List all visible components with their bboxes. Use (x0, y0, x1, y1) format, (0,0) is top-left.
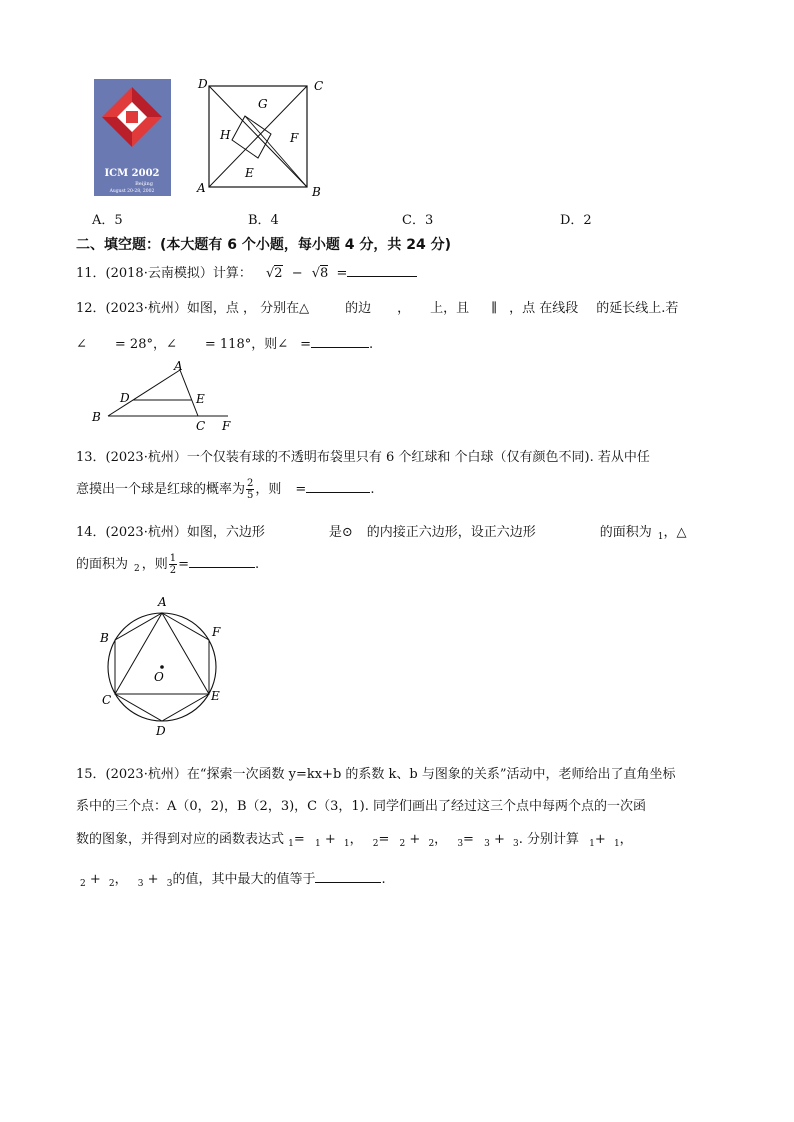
sqrt-2: √2 (265, 266, 283, 281)
question-11 (76, 262, 417, 281)
q13-equals: = (295, 482, 307, 497)
icm-logo (94, 79, 171, 196)
question-15-line3: 数的图象，并得到对应的函数表达式 $_1$= $_1$ + $_1$， $_2$= $_2$ + $_2$， $_3$= $_3$ + $_3$. 分别计算 $_1$+ $_1$， (76, 832, 633, 849)
option-b: B．4 (248, 213, 279, 228)
q12-angle-1: ∠ (76, 337, 87, 352)
q13-text-b: ，则 (255, 482, 282, 497)
question-15-line1: 15．(2023·杭州）在“探索一次函数 y=kx+b 的系数 k、b 与图象的关系”活动中，老师给出了直角坐标 (76, 767, 676, 782)
sqrt-8: √8 (311, 266, 329, 281)
q14-fraction: $\frac{1}{2}$ (169, 553, 177, 576)
q15-sum1-k: 1 (589, 839, 595, 849)
question-15-line4: $_2$ + $_2$， $_3$ + $_3$的值，其中最大的值等于 . (80, 872, 386, 889)
q15-b2-sub: 2 (428, 839, 435, 849)
label-F: F (290, 131, 299, 145)
q15-eq3: = (463, 832, 474, 847)
q12-angle-2: = 28°，∠ (114, 337, 177, 352)
option-c: C．3 (402, 213, 434, 228)
triangle-figure (88, 358, 238, 434)
q15-y3-sub: 3 (457, 839, 464, 849)
q14-text-a: 14．(2023·杭州）如图，六边形 (76, 525, 265, 540)
q15-y1-sub: 1 (288, 839, 294, 849)
hexagon-figure (96, 592, 236, 738)
q15-sum3-plus: + (147, 872, 159, 887)
label-D: D (198, 77, 208, 91)
q15-k1-sub: 1 (314, 839, 321, 849)
q15-sum1-b: 1 (613, 839, 620, 849)
q12-text-c: ， (397, 301, 411, 316)
tri-label-D: D (120, 391, 130, 405)
q15-b1-sub: 1 (343, 839, 350, 849)
q14-text-f: 的面积为 (76, 557, 129, 572)
q12-equals: = (300, 337, 312, 352)
q14-text-g: ，则 (141, 557, 168, 572)
q13-answer-blank[interactable] (306, 480, 370, 493)
label-G: G (258, 97, 268, 111)
logo-dates: August 20-28, 2002 (109, 189, 155, 194)
tri-label-B: B (92, 410, 101, 424)
label-C: C (314, 79, 324, 93)
hex-label-F: F (212, 625, 221, 639)
hex-label-O: O (154, 670, 164, 684)
q14-text-c: 的内接正六边形，设正六边形 (366, 525, 536, 540)
hex-label-E: E (211, 689, 220, 703)
q15-k3-sub: 3 (484, 839, 490, 849)
q13-period: . (370, 482, 375, 497)
q13-text-a: 意摸出一个球是红球的概率为 (76, 482, 246, 497)
q14-equals: = (178, 557, 190, 572)
label-A: A (197, 181, 206, 195)
q12-answer-blank[interactable] (311, 335, 369, 348)
question-13-line1: 13．(2023·杭州）一个仅装有球的不透明布袋里只有 6 个红球和 个白球（仅有颜色不同). 若从中任 (76, 450, 650, 465)
question-15-line2: 系中的三个点：A（0，2)，B（2，3)，C（3，1). 同学们画出了经过这三个点中每两个点的一次函 (76, 799, 646, 814)
q15-sum2-b: 2 (108, 879, 115, 889)
q12-text-e: ∥ (491, 301, 498, 316)
q15-plus1: + (324, 832, 336, 847)
q12-text-a: 12．(2023·杭州）如图，点 ， 分别在△ (76, 301, 310, 316)
q15-text-b: . 分别计算 (518, 832, 580, 847)
question-12-line1 (76, 297, 678, 316)
question-14-line2 (76, 553, 259, 576)
q15-k2-sub: 2 (399, 839, 406, 849)
q15-answer-blank[interactable] (315, 870, 381, 883)
q12-text-d: 上，且 (430, 301, 470, 316)
q12-period: . (369, 337, 374, 352)
q15-plus2: + (409, 832, 421, 847)
q15-plus3: + (493, 832, 505, 847)
q15-sum3-b: 3 (166, 879, 173, 889)
q14-text-d: 的面积为 (599, 525, 652, 540)
label-H: H (220, 128, 231, 142)
icm-logo-image (94, 79, 171, 196)
tri-label-F: F (222, 419, 231, 433)
hex-label-C: C (102, 693, 112, 707)
option-d: D．2 (560, 213, 592, 228)
logo-city: Beijing (135, 181, 153, 187)
q14-answer-blank[interactable] (189, 555, 255, 568)
question-13-line2 (76, 478, 374, 501)
hex-label-D: D (156, 724, 166, 738)
hex-label-A: A (158, 595, 167, 609)
label-B: B (312, 185, 321, 199)
q12-text-g: 的延长线上.若 (596, 301, 679, 316)
q11-minus: − (291, 266, 303, 281)
q15-period: . (381, 872, 386, 887)
tri-label-E: E (196, 392, 205, 406)
q15-sum2-k: 2 (80, 879, 86, 889)
q14-period: . (255, 557, 260, 572)
logo-title: ICM 2002 (104, 168, 160, 179)
label-E: E (245, 166, 254, 180)
q15-eq1: = (293, 832, 305, 847)
q15-sum1-plus: + (594, 832, 606, 847)
q13-fraction: $\frac{2}{5}$ (247, 478, 254, 501)
question-12-line2 (76, 333, 373, 352)
q12-angle-3: = 118°，则∠ (204, 337, 289, 352)
q11-prefix: 11．(2018·云南模拟）计算： (76, 266, 252, 281)
q14-sub2: 2 (134, 564, 140, 574)
question-14-line1 (76, 521, 687, 540)
q14-text-b: 是⊙ (328, 525, 353, 540)
q14-sub1: 1 (657, 532, 664, 542)
tri-label-C: C (196, 419, 206, 433)
hex-label-B: B (100, 631, 109, 645)
q11-answer-blank[interactable] (347, 264, 417, 277)
q15-sum3-k: 3 (137, 879, 144, 889)
q15-b3-sub: 3 (513, 839, 519, 849)
q12-text-b: 的边 (345, 301, 372, 316)
q12-text-f: ，点 在线段 (509, 301, 579, 316)
option-a: A．5 (92, 213, 123, 228)
q14-text-e: ，△ (663, 525, 687, 540)
q15-sum2-plus: + (89, 872, 101, 887)
section-heading: 二、填空题：(本大题有 6 个小题，每小题 4 分，共 24 分) (76, 237, 452, 253)
square-figure (192, 76, 332, 200)
tri-label-A: A (174, 359, 183, 373)
q15-text-c: 的值，其中最大的值等于 (172, 872, 316, 887)
q15-eq2: = (378, 832, 390, 847)
q15-y2-sub: 2 (372, 839, 379, 849)
q15-text-a: 数的图象，并得到对应的函数表达式 (76, 832, 285, 847)
q11-equals: = (336, 266, 348, 281)
